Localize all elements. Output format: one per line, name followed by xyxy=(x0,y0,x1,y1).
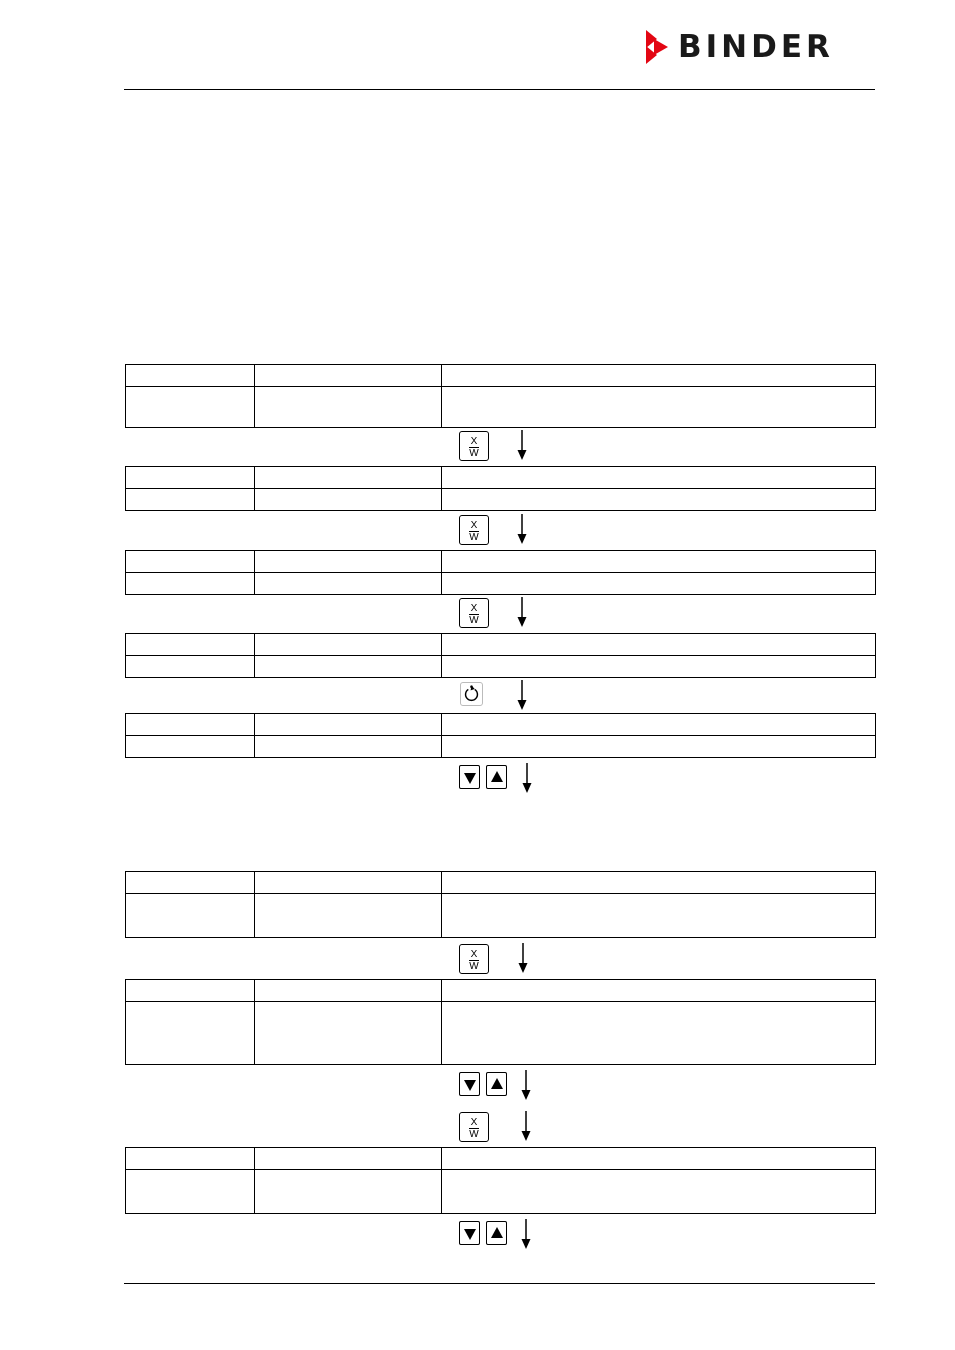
xw-key-x: X xyxy=(470,436,478,447)
table-cell xyxy=(442,1148,876,1170)
xw-key-w: W xyxy=(469,448,479,459)
table-cell xyxy=(126,489,255,511)
xw-key-icon[interactable]: X W xyxy=(459,515,489,545)
xw-key-icon[interactable]: X W xyxy=(459,944,489,974)
table-cell xyxy=(126,872,255,894)
table-cell xyxy=(442,980,876,1002)
table-cell xyxy=(442,365,876,387)
parameter-table-7 xyxy=(125,979,876,1065)
table-cell xyxy=(442,872,876,894)
table-cell xyxy=(255,551,442,573)
table-cell xyxy=(126,467,255,489)
down-arrow-icon xyxy=(518,943,528,973)
table-cell xyxy=(126,387,255,428)
table-row xyxy=(126,736,876,758)
table-row xyxy=(126,872,876,894)
table-cell xyxy=(442,1002,876,1065)
table-row xyxy=(126,656,876,678)
table-cell xyxy=(126,1170,255,1214)
table-cell xyxy=(126,1148,255,1170)
arrow-up-key-icon[interactable] xyxy=(486,1221,507,1245)
parameter-table-4 xyxy=(125,633,876,678)
parameter-table-8 xyxy=(125,1147,876,1214)
table-cell xyxy=(255,1170,442,1214)
table-cell xyxy=(126,634,255,656)
down-arrow-icon xyxy=(522,763,532,793)
table-row xyxy=(126,365,876,387)
table-row xyxy=(126,573,876,595)
arrow-down-key-icon[interactable] xyxy=(459,1072,480,1096)
arrow-up-key-icon[interactable] xyxy=(486,765,507,789)
table-row xyxy=(126,1148,876,1170)
table-cell xyxy=(255,387,442,428)
down-arrow-icon xyxy=(517,430,527,460)
table-cell xyxy=(255,573,442,595)
table-cell xyxy=(442,714,876,736)
table-row xyxy=(126,551,876,573)
arrow-down-key-icon[interactable] xyxy=(459,765,480,789)
table-cell xyxy=(442,387,876,428)
down-arrow-icon xyxy=(521,1219,531,1249)
parameter-table-6 xyxy=(125,871,876,938)
parameter-table-3 xyxy=(125,550,876,595)
down-arrow-icon xyxy=(517,514,527,544)
table-cell xyxy=(126,656,255,678)
rotate-icon[interactable] xyxy=(460,682,483,706)
down-arrow-icon xyxy=(521,1070,531,1100)
table-cell xyxy=(126,1002,255,1065)
parameter-table-1 xyxy=(125,364,876,428)
table-cell xyxy=(442,634,876,656)
table-cell xyxy=(255,656,442,678)
table-cell xyxy=(255,872,442,894)
table-row xyxy=(126,489,876,511)
table-cell xyxy=(255,1002,442,1065)
table-cell xyxy=(255,1148,442,1170)
xw-key-icon[interactable] xyxy=(459,431,489,461)
table-cell xyxy=(442,551,876,573)
table-row xyxy=(126,387,876,428)
table-cell xyxy=(255,980,442,1002)
table-cell xyxy=(126,365,255,387)
table-cell xyxy=(442,736,876,758)
table-cell xyxy=(126,894,255,938)
table-cell xyxy=(255,894,442,938)
table-cell xyxy=(442,656,876,678)
table-row xyxy=(126,894,876,938)
table-cell xyxy=(126,551,255,573)
arrow-up-key-icon[interactable] xyxy=(486,1072,507,1096)
brand-name: BINDER xyxy=(678,29,834,65)
table-row xyxy=(126,1170,876,1214)
table-cell xyxy=(126,573,255,595)
arrow-down-key-icon[interactable] xyxy=(459,1221,480,1245)
table-row xyxy=(126,467,876,489)
xw-key-icon[interactable]: X W xyxy=(459,1112,489,1142)
table-cell xyxy=(442,573,876,595)
down-arrow-icon xyxy=(517,597,527,627)
header-rule xyxy=(124,89,875,90)
table-cell xyxy=(126,714,255,736)
table-cell xyxy=(442,894,876,938)
table-row xyxy=(126,714,876,736)
table-cell xyxy=(255,634,442,656)
footer-rule xyxy=(124,1283,875,1284)
xw-key-icon[interactable]: X W xyxy=(459,598,489,628)
table-cell xyxy=(255,736,442,758)
table-cell xyxy=(255,467,442,489)
table-cell xyxy=(255,489,442,511)
table-cell xyxy=(442,489,876,511)
table-cell xyxy=(126,736,255,758)
table-cell xyxy=(442,467,876,489)
table-cell xyxy=(255,365,442,387)
parameter-table-2 xyxy=(125,466,876,511)
table-cell xyxy=(442,1170,876,1214)
table-row xyxy=(126,634,876,656)
parameter-table-5 xyxy=(125,713,876,758)
table-row xyxy=(126,980,876,1002)
table-cell xyxy=(126,980,255,1002)
table-row xyxy=(126,1002,876,1065)
binder-logo-mark-icon xyxy=(646,30,668,64)
down-arrow-icon xyxy=(517,680,527,710)
table-cell xyxy=(255,714,442,736)
down-arrow-icon xyxy=(521,1111,531,1141)
binder-logo xyxy=(646,30,834,64)
